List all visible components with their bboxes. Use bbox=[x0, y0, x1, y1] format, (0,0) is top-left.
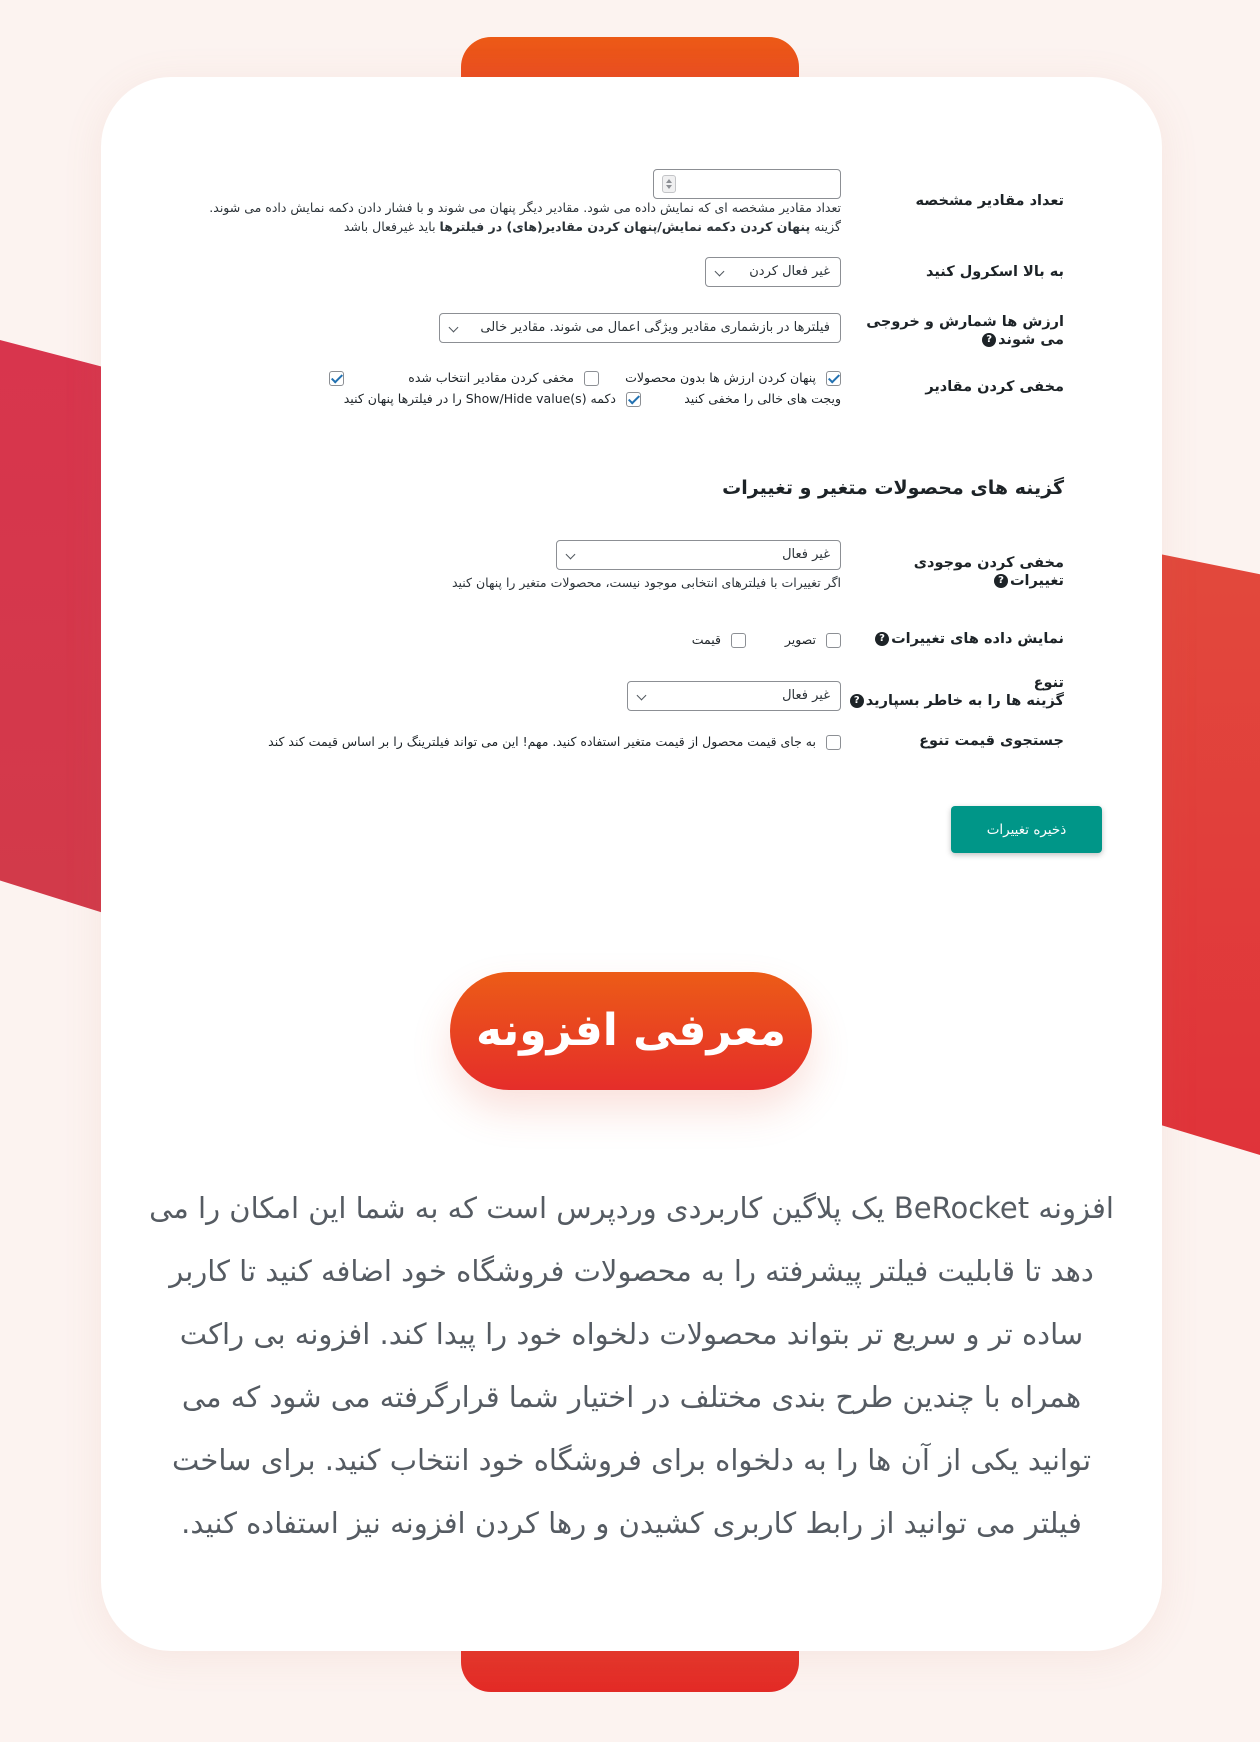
option-variation-image[interactable]: تصویر bbox=[785, 632, 841, 648]
checkbox[interactable] bbox=[584, 371, 599, 386]
help-icon[interactable]: ? bbox=[994, 574, 1008, 588]
specific-values-description: تعداد مقادیر مشخصه ای که نمایش داده می شود. مقادیر دیگر پنهان می شوند و با فشار دادن دکمه نمایش داده می شوند. گزینه پنهان کردن دکمه نمایش/پنهان کردن مقادیر(های) در فیلترها باید غیرفعال باشد bbox=[209, 200, 841, 234]
checkbox[interactable] bbox=[731, 633, 746, 648]
row-hide-variation-stock bbox=[164, 540, 1064, 590]
count-values-label: ارزش ها شمارش و خروجی می شوند? bbox=[866, 314, 1064, 348]
help-icon[interactable]: ? bbox=[850, 694, 864, 708]
count-values-select[interactable]: فیلترها در بازشماری مقادیر ویژگی اعمال می شوند. مقادیر خالی bbox=[439, 313, 841, 343]
checkbox[interactable] bbox=[826, 633, 841, 648]
save-button[interactable]: ذخیره تغییرات bbox=[951, 806, 1102, 853]
variety-price-label: جستجوی قیمت تنوع bbox=[919, 733, 1064, 749]
option-variation-price[interactable]: قیمت bbox=[692, 632, 746, 648]
specific-values-label: تعداد مقادیر مشخصه bbox=[915, 193, 1064, 209]
help-icon[interactable]: ? bbox=[982, 333, 996, 347]
option-hide-empty-widgets[interactable]: ویجت های خالی را مخفی کنید bbox=[684, 391, 841, 406]
content-card bbox=[101, 77, 1162, 1651]
option-hide-show-hide-button[interactable]: دکمه Show/Hide value(s) را در فیلترها پنهان کنید bbox=[344, 391, 641, 407]
variation-data-label: نمایش داده های تغییرات? bbox=[859, 630, 1064, 648]
row-variety-remember bbox=[164, 674, 1064, 714]
row-scroll-top bbox=[164, 257, 1064, 287]
hide-variation-stock-select[interactable]: غیر فعال bbox=[556, 540, 841, 570]
variety-remember-select[interactable]: غیر فعال bbox=[627, 681, 841, 711]
row-count-values bbox=[164, 313, 1064, 348]
chevron-down-icon bbox=[566, 550, 576, 560]
checkbox[interactable] bbox=[626, 392, 641, 407]
option-hide-empty-values[interactable]: پنهان کردن ارزش ها بدون محصولات bbox=[625, 370, 841, 386]
settings-panel bbox=[101, 77, 1162, 937]
number-spinner-icon[interactable] bbox=[662, 175, 676, 193]
chevron-down-icon bbox=[715, 267, 725, 277]
chevron-down-icon bbox=[637, 691, 647, 701]
checkbox[interactable] bbox=[826, 371, 841, 386]
chevron-down-icon bbox=[449, 323, 459, 333]
hide-variation-stock-label: مخفی کردن موجودی تغییرات? bbox=[913, 555, 1064, 589]
option-hide-selected-values[interactable]: مخفی کردن مقادیر انتخاب شده bbox=[408, 370, 599, 386]
scroll-top-label: به بالا اسکرول کنید bbox=[926, 264, 1064, 280]
checkbox[interactable] bbox=[826, 735, 841, 750]
specific-values-input[interactable] bbox=[653, 169, 841, 199]
intro-title: معرفی افزونه bbox=[450, 972, 812, 1090]
row-hide-values bbox=[164, 370, 1064, 415]
intro-paragraph: افزونه BeRocket یک پلاگین کاربردی وردپرس است که به شما این امکان را می دهد تا قابلیت فیلتر پیشرفته را به محصولات فروشگاه خود اضافه کنید تا کاربر ساده تر و سریع تر بتواند محصولات دلخواه خود را پیدا کند. افزونه بی راکت همراه با چندین طرح بندی مختلف در اختیار شما قرارگرفته می شود که می توانید یکی از آن ها را به دلخواه برای فروشگاه خود انتخاب کنید. برای ساخت فیلتر می توانید از رابط کاربری کشیدن و رها کردن افزونه نیز استفاده کنید. bbox=[149, 1191, 1114, 1540]
hide-values-label: مخفی کردن مقادیر bbox=[925, 379, 1064, 395]
option-variety-price[interactable]: به جای قیمت محصول از قیمت متغیر استفاده کنید. مهم! این می تواند فیلترینگ را بر اساس قیمت کند کند bbox=[268, 734, 841, 750]
section-title: گزینه های محصولات متغیر و تغییرات bbox=[722, 477, 1064, 499]
checkbox[interactable] bbox=[329, 371, 344, 386]
scroll-top-select[interactable]: غیر فعال کردن bbox=[705, 257, 841, 287]
option-hide-values-extra[interactable] bbox=[319, 370, 344, 386]
variety-remember-label: تنوع گزینه ها را به خاطر بسپارید? bbox=[859, 674, 1064, 710]
help-icon[interactable]: ? bbox=[875, 632, 889, 646]
hide-variation-stock-description: اگر تغییرات با فیلترهای انتخابی موجود نیست، محصولات متغیر را پنهان کنید bbox=[451, 575, 841, 590]
background-band-left bbox=[0, 340, 110, 915]
row-specific-values bbox=[164, 169, 1064, 234]
